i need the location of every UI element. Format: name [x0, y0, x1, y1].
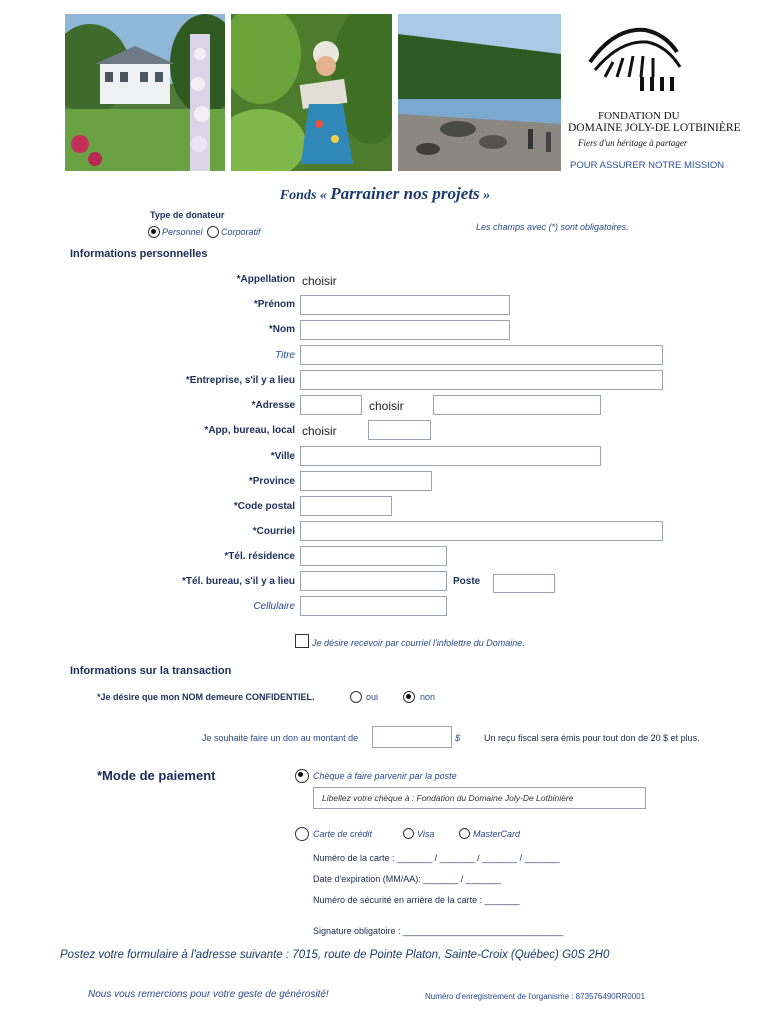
- province-field[interactable]: [300, 471, 432, 491]
- child-photo: [231, 14, 392, 171]
- card-number-line: Numéro de la carte : _______ / _______ / _______ / _______: [313, 853, 560, 863]
- confidential-oui-radio[interactable]: [350, 691, 362, 703]
- donor-personnel-radio[interactable]: [148, 226, 160, 238]
- security-line: Numéro de sécurité en arrière de la carte : _______: [313, 895, 520, 905]
- title-prefix: Fonds «: [279, 188, 331, 203]
- logo-tagline: Fiers d'un héritage à partager: [578, 138, 688, 148]
- payment-cheque-label: Chèque à faire parvenir par la poste: [313, 771, 457, 781]
- adresse-type-select[interactable]: choisir: [369, 399, 404, 413]
- newsletter-checkbox[interactable]: [295, 634, 309, 648]
- entreprise-label: *Entreprise, s'il y a lieu: [185, 375, 295, 386]
- thanks-text: Nous vous remercions pour votre geste de générosité!: [88, 989, 329, 1000]
- confidential-non-label: non: [420, 692, 436, 702]
- personal-heading: Informations personnelles: [70, 248, 208, 260]
- logo-org-line2: DOMAINE JOLY-DE LOTBINIÈRE: [568, 122, 741, 134]
- mailing-address: Postez votre formulaire à l'adresse suivante : 7015, route de Pointe Platon, Sainte-Croix (Québec) G0S 2H0: [60, 949, 610, 961]
- payment-card-label: Carte de crédit: [313, 829, 373, 839]
- nom-label: *Nom: [268, 324, 295, 335]
- payment-cheque-radio[interactable]: [295, 769, 309, 783]
- courriel-label: *Courriel: [252, 526, 295, 537]
- tel-residence-label: *Tél. résidence: [224, 551, 295, 562]
- amount-field[interactable]: [372, 726, 452, 748]
- donor-type-label: Type de donateur: [150, 210, 225, 220]
- appellation-label: *Appellation: [236, 274, 295, 285]
- cheque-note: Libellez votre chèque à : Fondation du Domaine Joly-De Lotbinière: [322, 793, 574, 803]
- app-label: *App, bureau, local: [204, 425, 295, 436]
- poste-field[interactable]: [493, 574, 555, 593]
- registration-number: Numéro d'enregistrement de l'organisme : 873576490RR0001: [425, 992, 646, 1001]
- titre-field[interactable]: [300, 345, 663, 365]
- foundation-logo-icon: [585, 22, 685, 94]
- expiry-line: Date d'expiration (MM/AA): _______ / _______: [313, 874, 501, 884]
- newsletter-label: Je désire recevoir par courriel l'infolettre du Domaine.: [312, 638, 525, 648]
- receipt-note: Un reçu fiscal sera émis pour tout don de 20 $ et plus.: [484, 733, 700, 743]
- ville-field[interactable]: [300, 446, 601, 466]
- titre-label: Titre: [275, 350, 295, 361]
- province-label: *Province: [248, 476, 295, 487]
- code-postal-label: *Code postal: [233, 501, 295, 512]
- amount-label: Je souhaite faire un don au montant de: [202, 733, 359, 743]
- transaction-heading: Informations sur la transaction: [70, 665, 232, 677]
- appellation-select[interactable]: choisir: [302, 274, 337, 288]
- confidential-oui-label: oui: [366, 692, 379, 702]
- poste-label: Poste: [453, 576, 481, 587]
- app-number-field[interactable]: [368, 420, 431, 440]
- signature-line: Signature obligatoire : ________________________________: [313, 926, 564, 936]
- visa-radio[interactable]: [403, 828, 414, 839]
- cellulaire-field[interactable]: [300, 596, 447, 616]
- payment-heading: *Mode de paiement: [97, 768, 216, 783]
- confidential-non-radio[interactable]: [403, 691, 415, 703]
- logo-org-line1: FONDATION DU: [598, 110, 680, 122]
- app-type-select[interactable]: choisir: [302, 424, 337, 438]
- tel-bureau-label: *Tél. bureau, s'il y a lieu: [182, 576, 295, 587]
- nom-field[interactable]: [300, 320, 510, 340]
- tel-bureau-field[interactable]: [300, 571, 447, 591]
- mastercard-radio[interactable]: [459, 828, 470, 839]
- courriel-field[interactable]: [300, 521, 663, 541]
- currency-symbol: $: [455, 733, 461, 743]
- cellulaire-label: Cellulaire: [253, 601, 295, 612]
- manor-photo: [65, 14, 225, 171]
- title-main: Parrainer nos projets: [330, 184, 480, 203]
- adresse-street-field[interactable]: [433, 395, 601, 415]
- payment-card-radio[interactable]: [295, 827, 309, 841]
- tel-residence-field[interactable]: [300, 546, 447, 566]
- cheque-note-box: [313, 787, 646, 809]
- donor-personnel-label: Personnel: [162, 227, 203, 237]
- mission-text: POUR ASSURER NOTRE MISSION: [570, 160, 725, 171]
- ville-label: *Ville: [270, 451, 295, 462]
- page-title: [0, 184, 770, 204]
- prenom-field[interactable]: [300, 295, 510, 315]
- code-postal-field[interactable]: [300, 496, 392, 516]
- prenom-label: *Prénom: [253, 299, 295, 310]
- entreprise-field[interactable]: [300, 370, 663, 390]
- donor-corporatif-radio[interactable]: [207, 226, 219, 238]
- adresse-number-field[interactable]: [300, 395, 362, 415]
- mastercard-label: MasterCard: [473, 829, 521, 839]
- required-note: Les champs avec (*) sont obligatoires.: [476, 222, 629, 232]
- beach-photo: [398, 14, 561, 171]
- visa-label: Visa: [417, 829, 435, 839]
- confidential-label: *Je désire que mon NOM demeure CONFIDENTIEL.: [97, 692, 315, 702]
- adresse-label: *Adresse: [251, 400, 295, 411]
- title-suffix: »: [479, 188, 491, 203]
- donor-corporatif-label: Corporatif: [221, 227, 261, 237]
